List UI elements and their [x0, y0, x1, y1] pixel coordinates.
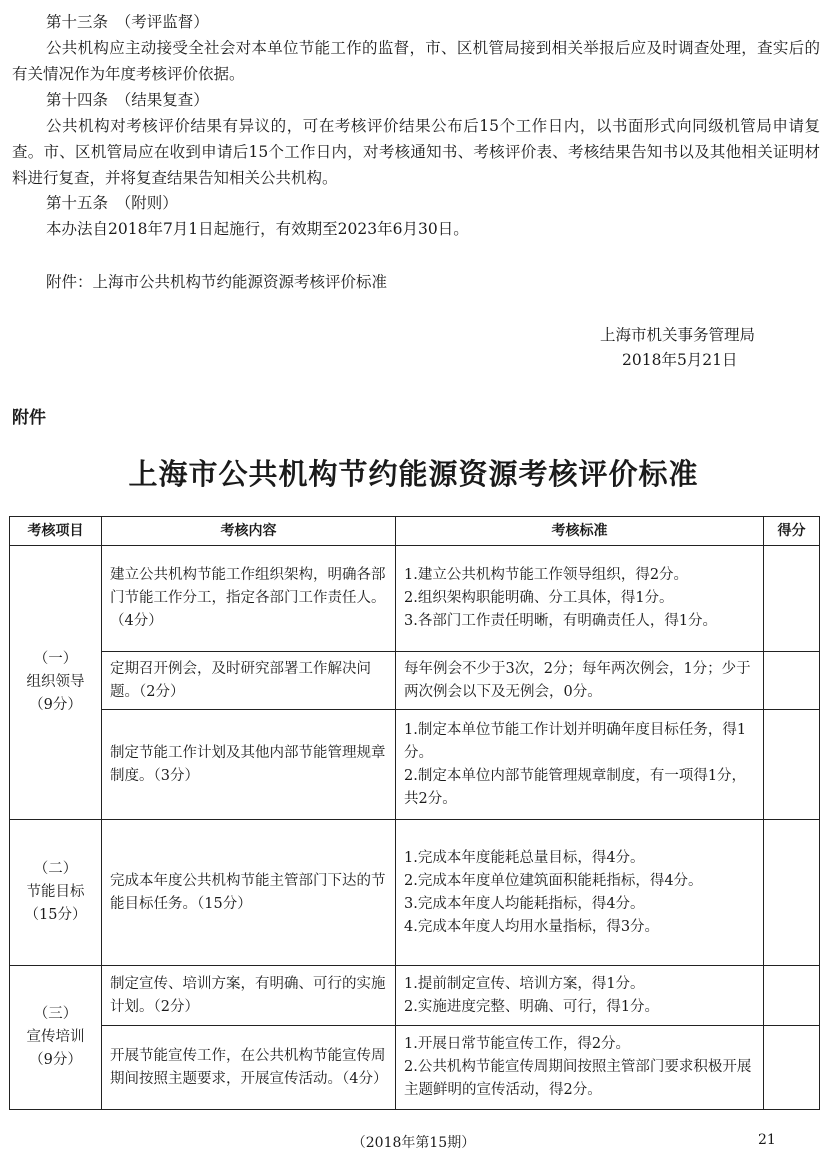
standard-line: 3.完成本年度人均能耗指标，得4分。	[404, 895, 645, 912]
category-cell	[10, 820, 102, 966]
standard-line: 3.各部门工作责任明晰，有明确责任人，得1分。	[404, 613, 718, 629]
standard-line: 1.制定本单位节能工作计划并明确年度目标任务，得1分。	[404, 721, 747, 761]
score-cell[interactable]	[764, 966, 820, 1026]
content-cell: 完成本年度公共机构节能主管部门下达的节能目标任务。（15分）	[102, 820, 396, 966]
category-num: （三）	[33, 1006, 78, 1022]
category-points: （9分）	[29, 697, 82, 713]
table-row	[10, 652, 820, 710]
standard-line: 2.公共机构节能宣传周期间按照主管部门要求积极开展主题鲜明的宣传活动，得2分。	[404, 1059, 752, 1098]
standard-cell	[396, 966, 764, 1026]
standard-line: 1.建立公共机构节能工作领导组织，得2分。	[404, 567, 689, 583]
score-cell[interactable]	[764, 1026, 820, 1110]
standard-line: 2.完成本年度单位建筑面积能耗指标，得4分。	[404, 872, 703, 889]
category-cell	[10, 546, 102, 820]
standard-line: 2.组织架构职能明确、分工具体，得1分。	[404, 590, 674, 606]
category-cell	[10, 966, 102, 1110]
category-name: 节能目标	[26, 884, 85, 900]
article-15-heading: 第十五条 （附则）	[46, 194, 178, 212]
standard-cell	[396, 1026, 764, 1110]
attachment-note: 附件：上海市公共机构节约能源资源考核评价标准	[46, 273, 388, 291]
standard-line: 4.完成本年度人均用水量指标，得3分。	[404, 918, 660, 935]
content-cell: 制定宣传、培训方案，有明确、可行的实施计划。（2分）	[102, 966, 396, 1026]
article-14-heading: 第十四条 （结果复查）	[46, 91, 209, 109]
footer-issue: （2018年第15期）	[351, 1135, 476, 1151]
standard-cell	[396, 652, 764, 710]
standard-line: 1.提前制定宣传、培训方案，得1分。	[404, 975, 645, 992]
standard-line: 2.实施进度完整、明确、可行，得1分。	[404, 998, 660, 1015]
score-cell[interactable]	[764, 546, 820, 652]
score-cell[interactable]	[764, 820, 820, 966]
category-num: （一）	[33, 651, 78, 667]
category-num: （二）	[33, 861, 78, 877]
table-row	[10, 710, 820, 820]
appendix-title: 上海市公共机构节约能源资源考核评价标准	[128, 457, 699, 491]
content-cell: 制定节能工作计划及其他内部节能管理规章制度。（3分）	[102, 710, 396, 820]
category-points: （9分）	[29, 1052, 82, 1068]
header-content: 考核内容	[102, 517, 396, 546]
issuer: 上海市机关事务管理局	[600, 326, 756, 344]
content-cell: 开展节能宣传工作，在公共机构节能宣传周期间按照主题要求，开展宣传活动。（4分）	[102, 1026, 396, 1110]
header-item: 考核项目	[10, 517, 102, 546]
page-number: 21	[758, 1132, 776, 1148]
article-14-body: 公共机构对考核评价结果有异议的，可在考核评价结果公布后15个工作日内，以书面形式向同级机管局申请复查。市、区机管局应在收到申请后15个工作日内，对考核通知书、考核评价表、考核结果告知书以及其他相关证明材料进行复查，并将复查结果告知相关公共机构。	[12, 117, 820, 187]
table-row	[10, 966, 820, 1026]
standard-line: 1.完成本年度能耗总量目标，得4分。	[404, 849, 645, 866]
standard-cell	[396, 820, 764, 966]
header-standard: 考核标准	[396, 517, 764, 546]
content-cell: 定期召开例会，及时研究部署工作解决问题。（2分）	[102, 652, 396, 710]
issue-date: 2018年5月21日	[622, 351, 738, 369]
appendix-label: 附件	[12, 408, 46, 428]
table-row	[10, 820, 820, 966]
article-13-heading: 第十三条 （考评监督）	[46, 13, 209, 31]
table-row	[10, 546, 820, 652]
score-cell[interactable]	[764, 652, 820, 710]
article-13-body: 公共机构应主动接受全社会对本单位节能工作的监督，市、区机管局接到相关举报后应及时调查处理，查实后的有关情况作为年度考核评价依据。	[12, 39, 820, 83]
table-row	[10, 1026, 820, 1110]
table-header-row	[10, 517, 820, 546]
standard-line: 1.开展日常节能宣传工作，得2分。	[404, 1036, 631, 1052]
category-name: 组织领导	[26, 674, 85, 690]
score-cell[interactable]	[764, 710, 820, 820]
content-cell: 建立公共机构节能工作组织架构，明确各部门节能工作分工，指定各部门工作责任人。（4分）	[102, 546, 396, 652]
article-15-body: 本办法自2018年7月1日起施行，有效期至2023年6月30日。	[46, 220, 469, 238]
standard-cell	[396, 546, 764, 652]
category-points: （15分）	[24, 907, 87, 923]
category-name: 宣传培训	[26, 1029, 85, 1045]
header-score: 得分	[764, 517, 820, 546]
standard-cell	[396, 710, 764, 820]
evaluation-table	[9, 516, 820, 1110]
standard-line: 每年例会不少于3次，2分；每年两次例会，1分；少于两次例会以下及无例会，0分。	[404, 660, 751, 700]
standard-line: 2.制定本单位内部节能管理规章制度，有一项得1分，共2分。	[404, 767, 747, 807]
